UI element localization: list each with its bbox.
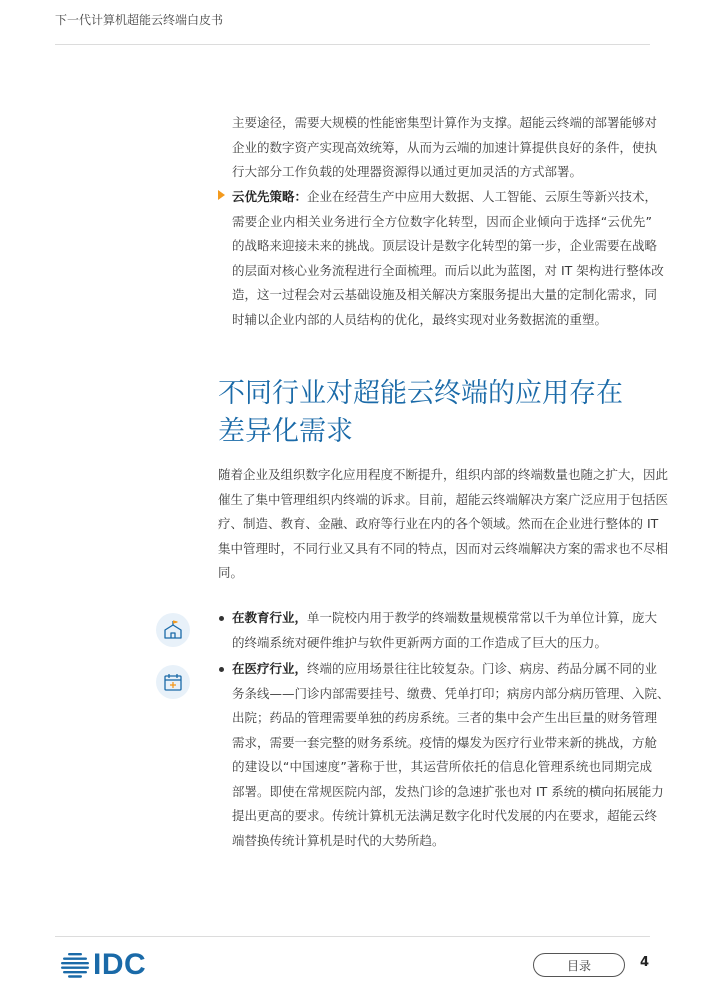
text-line: 的层面对核心业务流程进行全面梳理。而后以此为蓝图，对 IT 架构进行整体改 bbox=[232, 262, 664, 278]
text-line: 务条线——门诊内部需要挂号、缴费、凭单打印；病房内部分病历管理、入院、 bbox=[232, 685, 670, 701]
header-divider bbox=[55, 44, 650, 45]
intro-paragraph bbox=[232, 111, 658, 185]
text-line: 随着企业及组织数字化应用程度不断提升，组织内部的终端数量也随之扩大，因此 bbox=[218, 467, 669, 482]
idc-logo-text: IDC bbox=[93, 948, 147, 981]
text-line: 企业的数字资产实现高效统筹，从而为云端的加速计算提供良好的条件，使执 bbox=[232, 139, 658, 155]
text-line: 主要途径，需要大规模的性能密集型计算作为支撑。超能云终端的部署能够对 bbox=[232, 115, 658, 130]
document-title: 下一代计算机超能云终端白皮书 bbox=[55, 13, 224, 27]
text-line: 需求，需要一套完整的财务系统。疫情的爆发为医疗行业带来新的挑战，方舱 bbox=[232, 734, 658, 750]
text-line: 提出更高的要求。传统计算机无法满足数字化时代发展的内在要求，超能云终 bbox=[232, 808, 658, 823]
education-label: 在教育行业， bbox=[232, 610, 308, 625]
text-line: 的建设以“中国速度”著称于世，其运营所依托的信息化管理系统也同期完成 bbox=[232, 759, 652, 774]
text-line: 时辅以企业内部的人员结构的优化，最终实现对业务数据流的重塑。 bbox=[232, 311, 608, 327]
text-line: 的战略来迎接未来的挑战。顶层设计是数字化转型的第一步，企业需要在战略 bbox=[232, 238, 658, 253]
text-line: 部署。即使在常规医院内部，发热门诊的急速扩张也对 IT 系统的横向拓展能力 bbox=[232, 783, 664, 799]
page-number: 4 bbox=[640, 955, 650, 970]
education-paragraph bbox=[232, 606, 658, 655]
cloud-first-paragraph bbox=[232, 185, 664, 332]
text-line: 端替换传统计算机是时代的大势所趋。 bbox=[232, 832, 445, 848]
text-line: 企业在经营生产中应用大数据、人工智能、云原生等新兴技术， bbox=[307, 189, 658, 204]
text-line: 疗、制造、教育、金融、政府等行业在内的各个领域。然而在企业进行整体的 IT bbox=[218, 516, 659, 531]
text-line: 的终端系统对硬件维护与软件更新两方面的工作造成了巨大的压力。 bbox=[232, 634, 608, 650]
section-heading bbox=[218, 375, 623, 451]
text-line: 集中管理时，不同行业又具有不同的特点，因而对云终端解决方案的需求也不尽相 bbox=[218, 540, 669, 556]
text-line: 需要企业内相关业务进行全方位数字化转型，因而企业倾向于选择“云优先” bbox=[232, 213, 652, 229]
idc-globe-icon bbox=[60, 952, 90, 978]
medical-label: 在医疗行业， bbox=[232, 661, 308, 676]
text-line: 同。 bbox=[218, 565, 244, 580]
table-of-contents-button[interactable]: 目录 bbox=[533, 953, 625, 977]
medical-calendar-icon bbox=[156, 665, 190, 699]
section-heading-line: 不同行业对超能云终端的应用存在 bbox=[218, 378, 623, 409]
bullet-dot bbox=[219, 616, 224, 621]
cloud-first-label: 云优先策略： bbox=[232, 189, 308, 204]
idc-logo bbox=[60, 948, 146, 982]
text-line: 终端的应用场景往往比较复杂。门诊、病房、药品分属不同的业 bbox=[307, 661, 658, 676]
school-icon bbox=[156, 613, 190, 647]
orange-bullet-arrow-icon bbox=[218, 190, 225, 200]
medical-paragraph bbox=[232, 657, 670, 853]
text-line: 单一院校内用于教学的终端数量规模常常以千为单位计算，庞大 bbox=[307, 610, 658, 625]
text-line: 出院；药品的管理需要单独的药房系统。三者的集中会产生出巨量的财务管理 bbox=[232, 710, 658, 725]
text-line: 造，这一过程会对云基础设施及相关解决方案服务提出大量的定制化需求，同 bbox=[232, 287, 658, 302]
text-line: 行大部分工作负载的处理器资源得以通过更加灵活的方式部署。 bbox=[232, 164, 583, 179]
bullet-dot bbox=[219, 667, 224, 672]
text-line: 催生了集中管理组织内终端的诉求。目前，超能云终端解决方案广泛应用于包括医 bbox=[218, 491, 669, 507]
footer-divider bbox=[55, 936, 650, 937]
section-heading-line: 差异化需求 bbox=[218, 416, 353, 447]
section-paragraph bbox=[218, 463, 669, 586]
